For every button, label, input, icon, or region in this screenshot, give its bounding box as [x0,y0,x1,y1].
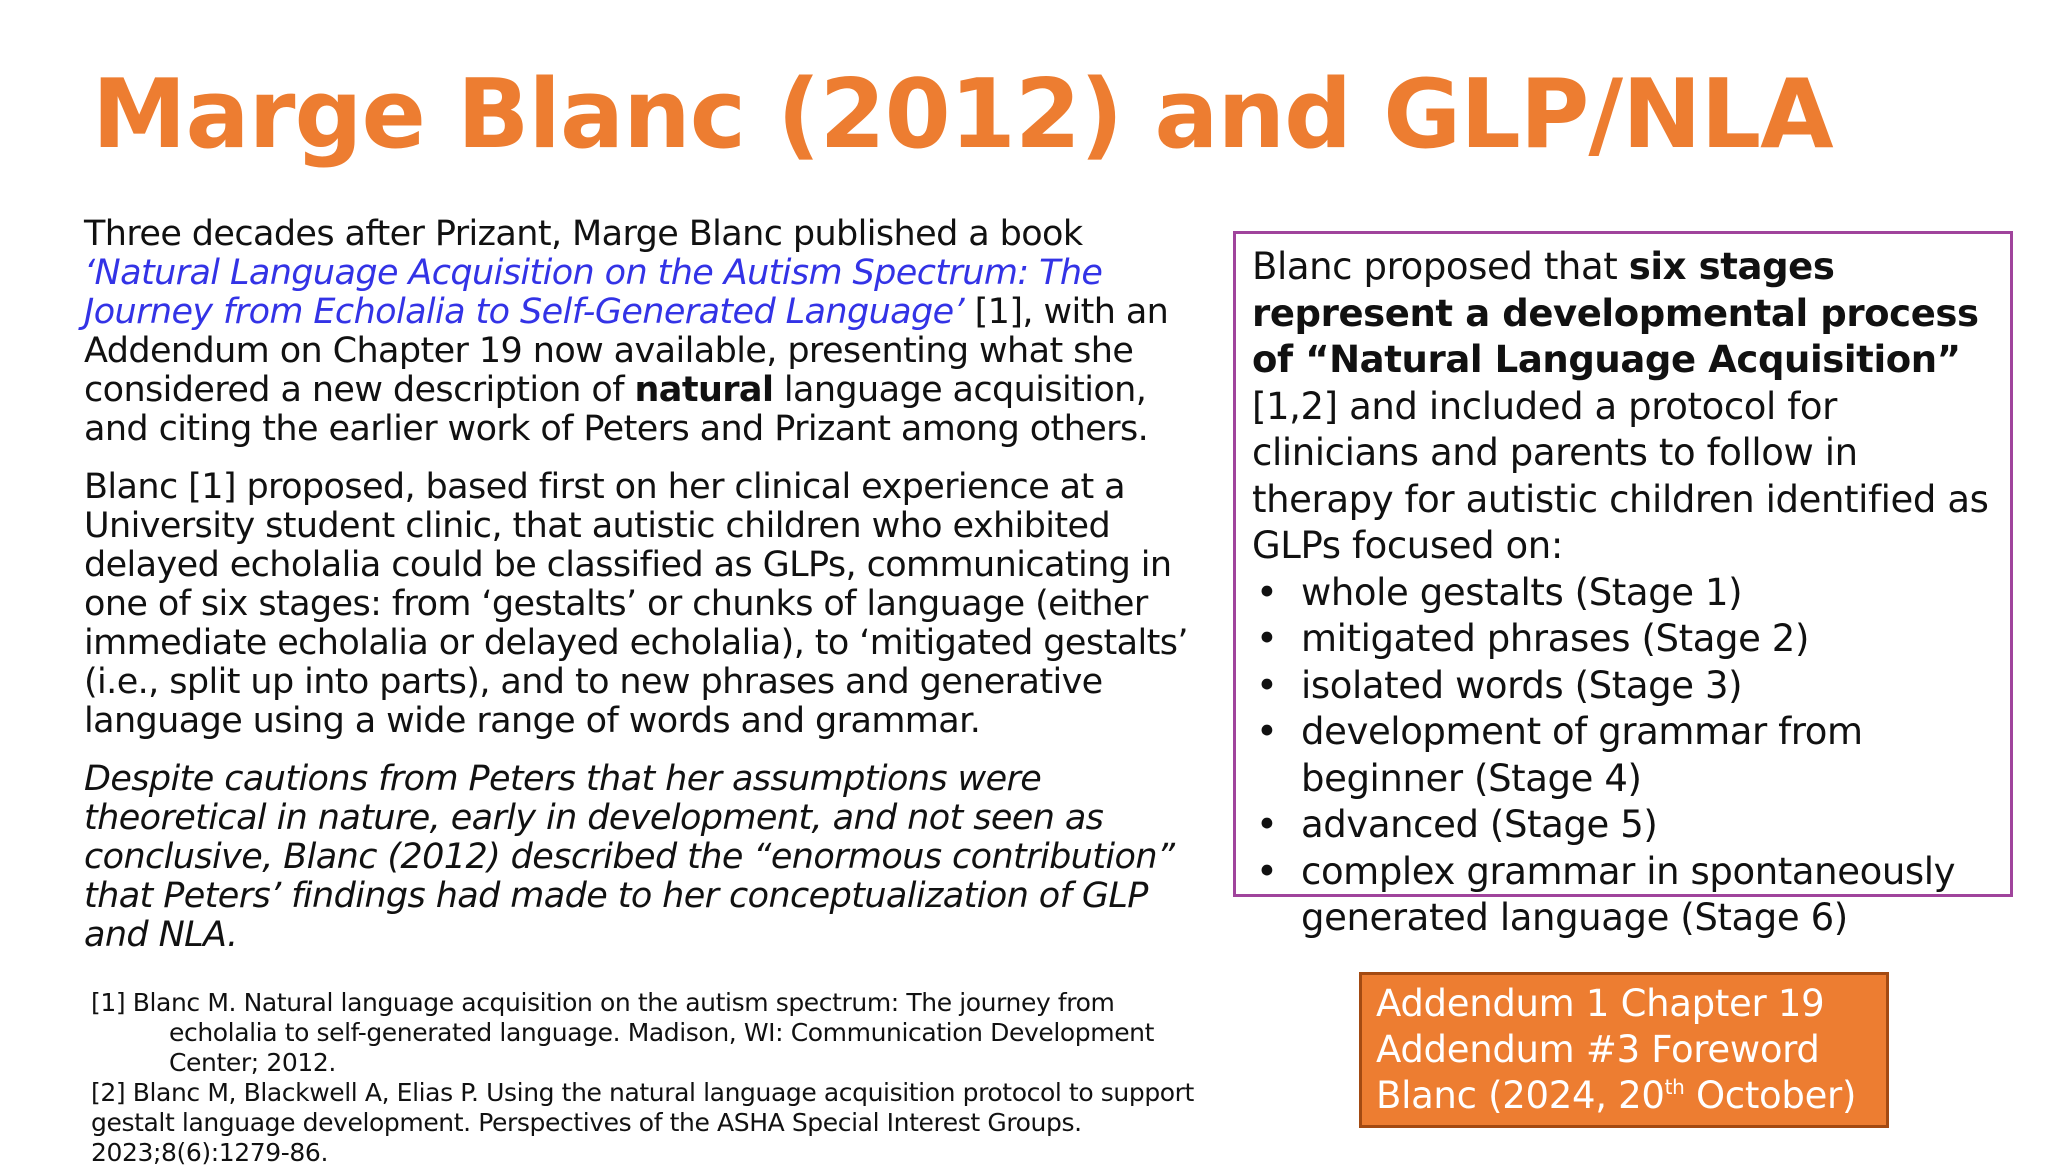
stage-item-label: development of grammar from beginner (Stage 4) [1301,710,1863,800]
paragraph-stages-description: Blanc [1] proposed, based first on her clinical experience at a University student clinic, that autistic children who exhibited delayed echolalia could be classified as GLPs, communicating in one of six stages: from ‘gestalts’ or chunks of language (either immediate echolalia or delayed echolalia), to ‘mitigated gestalts’ (i.e., split up into parts), and to new phrases and generative language using a wide range of words and grammar. [84,467,1188,741]
addendum-button[interactable] [1359,972,1889,1128]
stage-item [1252,663,1996,710]
stages-intro [1252,244,1996,570]
bullet-icon: • [1256,570,1278,614]
bullet-icon: • [1256,803,1278,846]
stage-item [1252,570,1996,617]
bullet-icon: • [1256,849,1278,893]
para1-text-b: [1], with an Addendum on Chapter 19 now available, presenting what she considered a new description of [84,292,1169,410]
addendum-line-3-pre: Blanc (2024, 20 [1376,1074,1665,1117]
stage-item-label: advanced (Stage 5) [1301,803,1658,846]
stage-item-label: mitigated phrases (Stage 2) [1301,617,1809,660]
addendum-line-3-post: October) [1684,1074,1857,1117]
para1-text-c: language acquisition, and citing the earlier work of Peters and Prizant among others. [84,370,1149,449]
addendum-line-2[interactable]: Addendum #3 Foreword [1376,1028,1820,1071]
stages-box [1233,231,2013,939]
stage-item [1252,616,1996,663]
addendum-line-3[interactable] [1376,1073,1872,1119]
stage-item-label: complex grammar in spontaneously generated language (Stage 6) [1301,849,1956,939]
book-quote-open: ‘ [84,253,95,293]
stage-item [1252,709,1996,802]
para1-bold-word: natural [634,370,774,410]
addendum-ordinal-suffix: th [1664,1075,1685,1099]
stages-intro-plain: Blanc proposed that [1252,245,1629,288]
stages-intro-bold: six stages represent a developmental process of “Natural Language Acquisition” [1252,245,1979,381]
stage-item-label: whole gestalts (Stage 1) [1301,570,1743,614]
para1-text-a: Three decades after Prizant, Marge Blanc published a book [84,214,1083,254]
stage-item [1252,802,1996,849]
bullet-icon: • [1256,663,1278,707]
stages-intro-rest: [1,2] and included a protocol for clinicians and parents to follow in therapy for autistic children identified as GLPs focused on: [1252,384,1989,567]
body-text [84,215,1194,974]
stage-item [1252,849,1996,942]
references [91,988,1221,1168]
book-title-link[interactable]: Natural Language Acquisition on the Autism Spectrum: The Journey from Echolalia to Self-Generated Language’ [84,253,1103,332]
reference-1: [1] Blanc M. Natural language acquisition on the autism spectrum: The journey from echolalia to self-generated language. Madison, WI: Communication Development Center; 2012. [91,988,1155,1077]
reference-2: [2] Blanc M, Blackwell A, Elias P. Using the natural language acquisition protocol to support gestalt language development. Perspectives of the ASHA Special Interest Groups. 2023;8(6):1279-86. [91,1078,1194,1167]
paragraph-peters-caution: Despite cautions from Peters that her assumptions were theoretical in nature, early in development, and not seen as conclusive, Blanc (2012) described the “enormous contribution” that Peters’ findings had made to her conceptualization of GLP and NLA. [84,759,1175,955]
bullet-icon: • [1256,710,1278,753]
paragraph-book-intro [84,215,1194,449]
bullet-icon: • [1256,617,1278,660]
addendum-line-1[interactable]: Addendum 1 Chapter 19 [1376,982,1825,1025]
stages-list [1252,570,1996,942]
stage-item-label: isolated words (Stage 3) [1301,663,1743,707]
slide-title: Marge Blanc (2012) and GLP/NLA [92,60,1833,170]
